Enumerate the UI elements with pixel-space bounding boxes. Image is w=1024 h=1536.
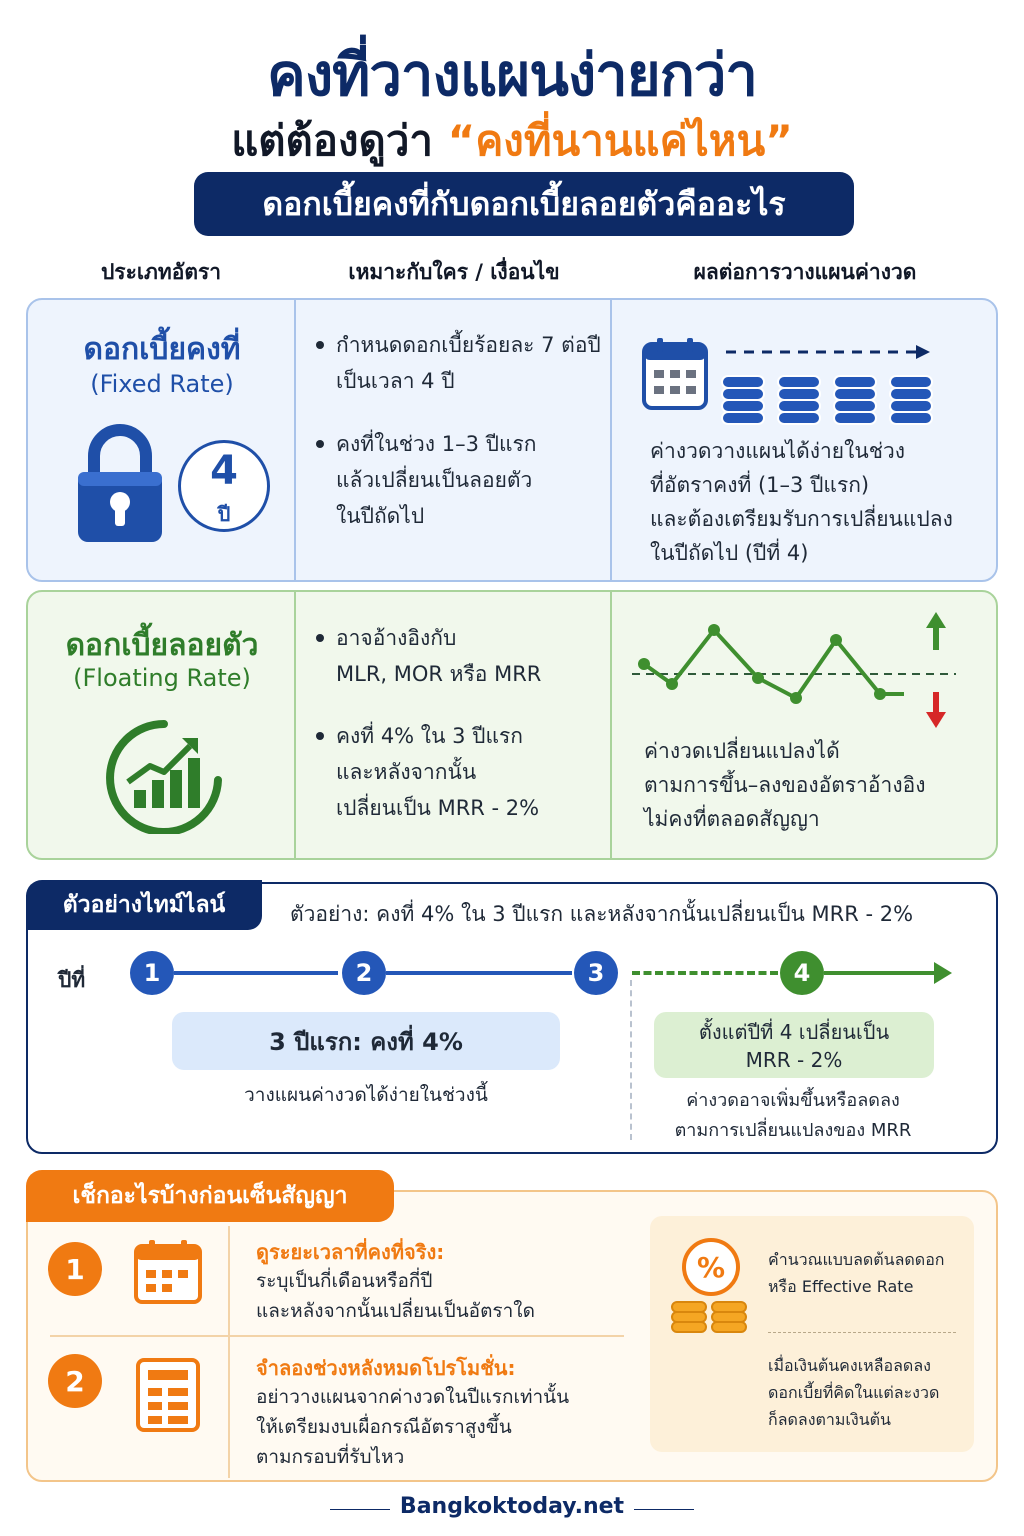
divider bbox=[610, 592, 612, 858]
page-title: คงที่วางแผนง่ายกว่า bbox=[267, 41, 757, 109]
fixed-rate-name-en: (Fixed Rate) bbox=[90, 370, 234, 398]
checklist-item-1-text bbox=[256, 1266, 636, 1326]
subtitle-prefix: แต่ต้องดูว่า bbox=[231, 116, 448, 165]
effect-line: และต้องเตรียมรับการเปลี่ยนแปลง bbox=[650, 507, 953, 531]
fixed-bullet-2 bbox=[336, 426, 606, 534]
floating-rate-name-en: (Floating Rate) bbox=[73, 664, 251, 692]
subtitle-highlight: “คงที่นานแค่ไหน” bbox=[447, 116, 793, 165]
percent-icon: % bbox=[682, 1238, 740, 1296]
fixed-effect bbox=[650, 434, 990, 570]
side-line: หรือ Effective Rate bbox=[768, 1277, 914, 1296]
timeline-fixed-note: วางแผนค่างวดได้ง่ายในช่วงนี้ bbox=[244, 1084, 488, 1106]
timeline-line bbox=[174, 971, 338, 975]
timeline-year-label: ปีที่ bbox=[58, 968, 86, 992]
divider bbox=[50, 1335, 624, 1337]
side-line: เมื่อเงินต้นคงเหลือลดลง bbox=[768, 1356, 931, 1375]
checklist-item-2-text bbox=[256, 1382, 636, 1472]
checklist-item-1-title: ดูระยะเวลาที่คงที่จริง: bbox=[256, 1240, 445, 1264]
checklist-number-1: 1 bbox=[48, 1242, 102, 1296]
footer-site-link[interactable]: Bangkoktoday.net bbox=[399, 1494, 625, 1519]
ck-line: และหลังจากนั้นเปลี่ยนเป็นอัตราใด bbox=[256, 1300, 535, 1322]
floating-bullet-2 bbox=[336, 718, 606, 826]
timeline-year-4: 4 bbox=[780, 951, 824, 995]
timeline-year-3: 3 bbox=[574, 951, 618, 995]
calculator-icon bbox=[134, 1356, 202, 1434]
calendar-coins-icon bbox=[640, 336, 940, 428]
section-banner: ดอกเบี้ยคงที่กับดอกเบี้ยลอยตัวคืออะไร bbox=[194, 172, 854, 236]
effect-line: ค่างวดเปลี่ยนแปลงได้ bbox=[644, 739, 840, 763]
divider bbox=[228, 1226, 230, 1478]
timeline-example: ตัวอย่าง: คงที่ 4% ใน 3 ปีแรก และหลังจากนั้นเปลี่ยนเป็น MRR - 2% bbox=[290, 902, 914, 926]
timeline-year-2: 2 bbox=[342, 951, 386, 995]
bullet-line: ในปีถัดไป bbox=[336, 504, 425, 528]
effect-line: ตามการขึ้น–ลงของอัตราอ้างอิง bbox=[644, 773, 926, 797]
timeline-line bbox=[824, 971, 936, 975]
bullet-line: แล้วเปลี่ยนเป็นลอยตัว bbox=[336, 468, 533, 492]
coins-icon bbox=[668, 1298, 752, 1342]
timeline-year-1: 1 bbox=[130, 951, 174, 995]
column-header-type: ประเภทอัตรา bbox=[100, 260, 222, 284]
ck-line: ให้เตรียมงบเผื่อกรณีอัตราสูงขึ้น bbox=[256, 1416, 512, 1438]
effect-line: ไม่คงที่ตลอดสัญญา bbox=[644, 807, 820, 831]
float-note-line: ตามการเปลี่ยนแปลงของ MRR bbox=[674, 1120, 912, 1141]
float-note-line: ค่างวดอาจเพิ่มขึ้นหรือลดลง bbox=[686, 1090, 900, 1111]
timeline-float-note bbox=[640, 1086, 946, 1146]
checklist-number-2: 2 bbox=[48, 1354, 102, 1408]
effect-line: ค่างวดวางแผนได้ง่ายในช่วง bbox=[650, 439, 906, 463]
floating-effect bbox=[644, 734, 994, 836]
ck-line: อย่าวางแผนจากค่างวดในปีแรกเท่านั้น bbox=[256, 1386, 570, 1408]
side-line: ก็ลดลงตามเงินต้น bbox=[768, 1410, 891, 1429]
effect-line: ที่อัตราคงที่ (1–3 ปีแรก) bbox=[650, 473, 870, 497]
checklist-item-2-title: จำลองช่วงหลังหมดโปรโมชั่น: bbox=[256, 1356, 516, 1380]
fluctuating-line-icon bbox=[630, 606, 960, 734]
column-header-suitable: เหมาะกับใคร / เงื่อนไข bbox=[348, 260, 560, 284]
floating-rate-name: ดอกเบี้ยลอยตัว bbox=[65, 628, 259, 663]
fixed-years-number: 4 bbox=[210, 448, 238, 494]
float-box-line: ตั้งแต่ปีที่ 4 เปลี่ยนเป็น bbox=[698, 1020, 890, 1044]
bullet-line: เป็นเวลา 4 ปี bbox=[336, 369, 455, 393]
lock-icon bbox=[70, 418, 170, 546]
timeline-fixed-box: 3 ปีแรก: คงที่ 4% bbox=[172, 1012, 560, 1070]
fixed-bullet-1 bbox=[336, 327, 606, 399]
bullet-line: และหลังจากนั้น bbox=[336, 760, 477, 784]
fixed-rate-name: ดอกเบี้ยคงที่ bbox=[83, 332, 241, 367]
timeline-float-box-text bbox=[654, 1018, 934, 1074]
checklist-tab: เช็กอะไรบ้างก่อนเซ็นสัญญา bbox=[26, 1170, 394, 1222]
divider bbox=[610, 300, 612, 580]
side-divider bbox=[768, 1332, 956, 1333]
calendar-icon bbox=[132, 1238, 204, 1306]
bullet-line: คงที่ 4% ใน 3 ปีแรก bbox=[336, 724, 523, 748]
float-box-line: MRR - 2% bbox=[745, 1048, 843, 1072]
floating-bullet-1 bbox=[336, 620, 606, 692]
bullet-line: เปลี่ยนเป็น MRR - 2% bbox=[336, 796, 540, 820]
fixed-years-unit: ปี bbox=[217, 502, 231, 526]
timeline-tab: ตัวอย่างไทม์ไลน์ bbox=[26, 880, 262, 930]
effect-line: ในปีถัดไป (ปีที่ 4) bbox=[650, 541, 809, 565]
bullet-line: อาจอ้างอิงกับ bbox=[336, 626, 457, 650]
ck-line: ระบุเป็นกี่เดือนหรือกี่ปี bbox=[256, 1270, 433, 1292]
ck-line: ตามกรอบที่รับไหว bbox=[256, 1446, 405, 1468]
column-header-effect: ผลต่อการวางแผนค่างวด bbox=[693, 260, 917, 284]
timeline-line bbox=[386, 971, 572, 975]
bullet-line: กำหนดดอกเบี้ยร้อยละ 7 ต่อปี bbox=[336, 333, 601, 357]
arrow-right-icon bbox=[934, 962, 952, 984]
bullet-line: คงที่ในช่วง 1–3 ปีแรก bbox=[336, 432, 537, 456]
side-line: คำนวณแบบลดต้นลดดอก bbox=[768, 1250, 945, 1269]
page-subtitle bbox=[0, 108, 1024, 174]
side-info-1 bbox=[768, 1246, 968, 1300]
growth-chart-icon bbox=[102, 718, 226, 834]
timeline-dashed-line bbox=[632, 971, 778, 975]
side-line: ดอกเบี้ยที่คิดในแต่ละงวด bbox=[768, 1383, 940, 1402]
side-info-2 bbox=[768, 1352, 968, 1433]
timeline-divider bbox=[630, 980, 632, 1140]
bullet-line: MLR, MOR หรือ MRR bbox=[336, 662, 542, 686]
